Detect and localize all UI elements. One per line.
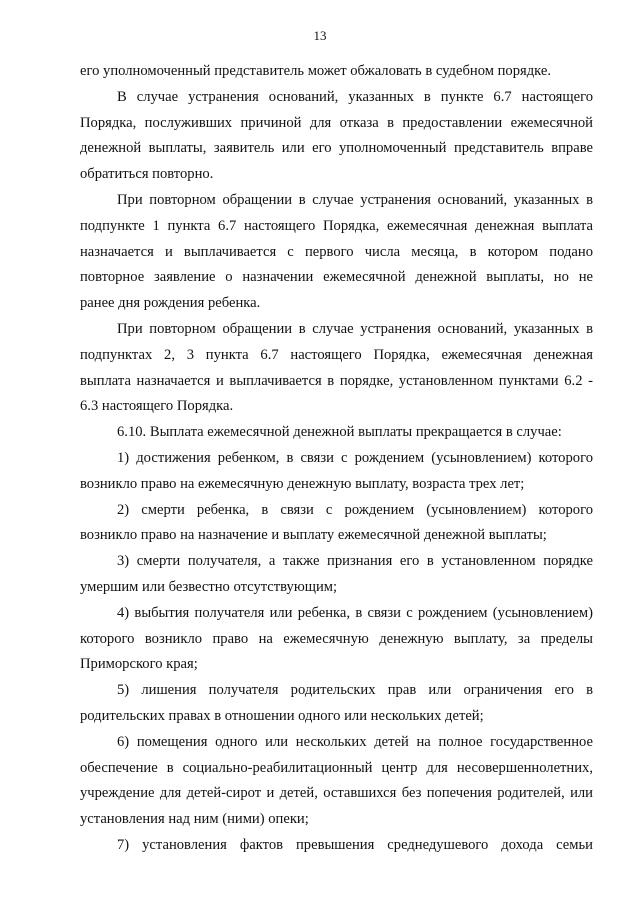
paragraph xyxy=(80,420,593,446)
paragraph xyxy=(80,730,593,833)
text-line: ранее дня рождения ребенка. xyxy=(80,295,261,312)
text-line: умершим или безвестно отсутствующим; xyxy=(80,578,338,595)
text-line: 6.3 настоящего Порядка. xyxy=(80,398,234,415)
document-body xyxy=(80,59,593,859)
page-number: 13 xyxy=(313,28,327,43)
paragraph xyxy=(80,446,593,498)
paragraph xyxy=(80,59,593,85)
text-line: подпунктах 2, 3 пункта 6.7 настоящего Порядка, ежемесячная денежная xyxy=(80,346,593,363)
text-line: повторное заявление о назначении ежемесячной денежной выплаты, но не xyxy=(80,269,593,286)
text-line: 3) смерти получателя, а также признания его в установленном порядке xyxy=(117,553,593,570)
paragraph xyxy=(80,317,593,420)
text-line: обеспечение в социально-реабилитационный центр для несовершеннолетних, xyxy=(80,759,593,776)
text-line: выплата назначается и выплачивается в порядке, установленном пунктами 6.2 - xyxy=(80,372,593,389)
text-line: денежной выплаты, заявитель или его уполномоченный представитель вправе xyxy=(80,140,593,157)
text-line: При повторном обращении в случае устранения оснований, указанных в xyxy=(117,191,593,208)
text-line: родительских правах в отношении одного или нескольких детей; xyxy=(80,707,484,724)
paragraph xyxy=(80,678,593,730)
paragraph xyxy=(80,188,593,317)
text-line: возникло право на назначение и выплату ежемесячной денежной выплаты; xyxy=(80,527,547,544)
text-line: установления над ним (ними) опеки; xyxy=(80,811,309,828)
text-line: назначается и выплачивается с первого числа месяца, в котором подано xyxy=(80,243,593,260)
paragraph xyxy=(80,601,593,678)
text-line: 1) достижения ребенком, в связи с рождением (усыновлением) которого xyxy=(117,449,593,466)
text-line: 6) помещения одного или нескольких детей на полное государственное xyxy=(117,733,593,750)
text-line: возникло право на ежемесячную денежную выплату, возраста трех лет; xyxy=(80,475,525,492)
text-line: 6.10. Выплата ежемесячной денежной выплаты прекращается в случае: xyxy=(117,424,562,441)
text-line: его уполномоченный представитель может обжаловать в судебном порядке. xyxy=(80,63,551,79)
text-line: учреждение для детей-сирот и детей, оставшихся без попечения родителей, или xyxy=(80,785,593,802)
text-line: 4) выбытия получателя или ребенка, в связи с рождением (усыновлением) xyxy=(117,604,593,621)
paragraph xyxy=(80,498,593,550)
text-line: 2) смерти ребенка, в связи с рождением (усыновлением) которого xyxy=(117,501,593,518)
text-line: 5) лишения получателя родительских прав или ограничения его в xyxy=(117,682,593,699)
text-line: В случае устранения оснований, указанных в пункте 6.7 настоящего xyxy=(117,88,593,105)
text-line: Приморского края; xyxy=(80,656,198,673)
text-line: подпункте 1 пункта 6.7 настоящего Порядка, ежемесячная денежная выплата xyxy=(80,217,593,234)
text-line: 7) установления фактов превышения среднедушевого дохода семьи xyxy=(117,836,593,853)
text-line: которого возникло право на ежемесячную денежную выплату, за пределы xyxy=(80,630,593,647)
paragraph xyxy=(80,549,593,601)
paragraph xyxy=(80,85,593,188)
paragraph xyxy=(80,833,593,859)
text-line: При повторном обращении в случае устранения оснований, указанных в xyxy=(117,320,593,337)
text-line: Порядка, послуживших причиной для отказа в предоставлении ежемесячной xyxy=(80,114,593,131)
text-line: обратиться повторно. xyxy=(80,166,214,183)
